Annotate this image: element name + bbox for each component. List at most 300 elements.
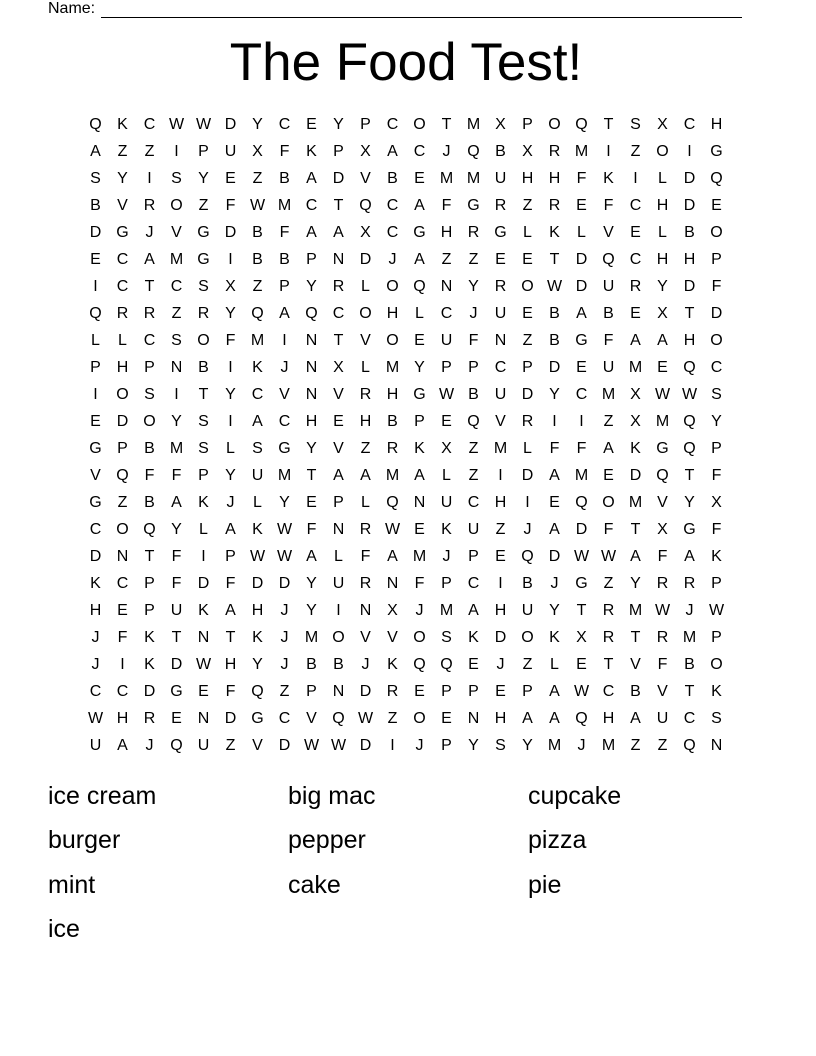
grid-letter[interactable]: L xyxy=(334,548,343,565)
grid-letter[interactable]: N xyxy=(413,494,426,511)
grid-letter[interactable]: R xyxy=(332,278,345,295)
grid-letter[interactable]: W xyxy=(276,548,293,565)
grid-letter[interactable]: Q xyxy=(602,251,615,268)
grid-letter[interactable]: P xyxy=(306,683,317,700)
grid-letter[interactable]: I xyxy=(228,413,233,430)
grid-letter[interactable]: E xyxy=(441,413,452,430)
grid-letter[interactable]: S xyxy=(441,629,452,646)
grid-letter[interactable]: K xyxy=(144,656,155,673)
grid-letter[interactable]: O xyxy=(413,710,426,727)
grid-letter[interactable]: W xyxy=(573,683,590,700)
grid-letter[interactable]: J xyxy=(226,494,235,511)
grid-letter[interactable]: Q xyxy=(116,467,129,484)
grid-letter[interactable]: N xyxy=(197,710,210,727)
grid-letter[interactable]: T xyxy=(684,683,695,700)
grid-letter[interactable]: D xyxy=(89,224,102,241)
grid-letter[interactable]: S xyxy=(198,278,209,295)
grid-letter[interactable]: V xyxy=(252,737,263,754)
grid-letter[interactable]: D xyxy=(575,278,588,295)
grid-letter[interactable]: P xyxy=(441,359,452,376)
grid-letter[interactable]: B xyxy=(333,656,344,673)
grid-letter[interactable]: V xyxy=(657,494,668,511)
grid-letter[interactable]: P xyxy=(333,494,344,511)
grid-letter[interactable]: P xyxy=(333,143,344,160)
grid-letter[interactable]: H xyxy=(224,656,237,673)
grid-letter[interactable]: I xyxy=(633,170,638,187)
grid-letter[interactable]: M xyxy=(169,251,184,268)
grid-letter[interactable]: X xyxy=(711,494,722,511)
grid-letter[interactable]: K xyxy=(387,656,398,673)
grid-letter[interactable]: R xyxy=(548,143,561,160)
grid-letter[interactable]: Y xyxy=(252,656,263,673)
grid-letter[interactable]: C xyxy=(143,332,156,349)
grid-letter[interactable]: I xyxy=(282,332,287,349)
grid-letter[interactable]: B xyxy=(684,224,695,241)
grid-letter[interactable]: A xyxy=(90,143,101,160)
grid-letter[interactable]: F xyxy=(144,467,155,484)
grid-letter[interactable]: M xyxy=(277,197,292,214)
grid-letter[interactable]: G xyxy=(170,683,183,700)
grid-letter[interactable]: Y xyxy=(225,386,236,403)
grid-letter[interactable]: G xyxy=(197,251,210,268)
grid-letter[interactable]: X xyxy=(387,602,398,619)
grid-letter[interactable]: U xyxy=(170,602,183,619)
grid-letter[interactable]: W xyxy=(168,116,185,133)
grid-letter[interactable]: O xyxy=(386,332,399,349)
grid-letter[interactable]: X xyxy=(225,278,236,295)
grid-letter[interactable]: B xyxy=(144,440,155,457)
grid-letter[interactable]: U xyxy=(251,467,264,484)
grid-letter[interactable]: G xyxy=(413,224,426,241)
grid-letter[interactable]: G xyxy=(575,332,588,349)
grid-letter[interactable]: N xyxy=(467,710,480,727)
grid-letter[interactable]: D xyxy=(197,575,210,592)
grid-letter[interactable]: M xyxy=(439,170,454,187)
grid-letter[interactable]: I xyxy=(687,143,692,160)
grid-letter[interactable]: N xyxy=(332,683,345,700)
grid-letter[interactable]: O xyxy=(170,197,183,214)
grid-letter[interactable]: Y xyxy=(279,494,290,511)
grid-letter[interactable]: R xyxy=(143,197,156,214)
grid-letter[interactable]: C xyxy=(575,386,588,403)
grid-letter[interactable]: N xyxy=(305,332,318,349)
grid-letter[interactable]: R xyxy=(521,413,534,430)
grid-letter[interactable]: C xyxy=(440,305,453,322)
grid-letter[interactable]: L xyxy=(361,494,370,511)
grid-letter[interactable]: A xyxy=(252,413,263,430)
grid-letter[interactable]: W xyxy=(249,197,266,214)
grid-letter[interactable]: O xyxy=(143,413,156,430)
grid-letter[interactable]: D xyxy=(548,548,561,565)
grid-letter[interactable]: T xyxy=(333,332,344,349)
grid-letter[interactable]: B xyxy=(252,251,263,268)
grid-letter[interactable]: X xyxy=(360,224,371,241)
grid-letter[interactable]: Q xyxy=(683,413,696,430)
grid-letter[interactable]: A xyxy=(576,305,587,322)
grid-letter[interactable]: D xyxy=(710,305,723,322)
grid-letter[interactable]: M xyxy=(169,440,184,457)
grid-letter[interactable]: G xyxy=(116,224,129,241)
grid-letter[interactable]: L xyxy=(577,224,586,241)
grid-letter[interactable]: L xyxy=(253,494,262,511)
grid-letter[interactable]: F xyxy=(603,521,614,538)
grid-letter[interactable]: A xyxy=(549,683,560,700)
grid-letter[interactable]: S xyxy=(198,440,209,457)
grid-letter[interactable]: T xyxy=(576,602,587,619)
grid-letter[interactable]: Q xyxy=(683,440,696,457)
grid-letter[interactable]: Z xyxy=(657,737,668,754)
grid-letter[interactable]: W xyxy=(438,386,455,403)
grid-letter[interactable]: V xyxy=(360,332,371,349)
grid-letter[interactable]: C xyxy=(332,305,345,322)
grid-letter[interactable]: X xyxy=(252,143,263,160)
grid-letter[interactable]: D xyxy=(683,278,696,295)
grid-letter[interactable]: X xyxy=(657,305,668,322)
grid-letter[interactable]: S xyxy=(252,440,263,457)
grid-letter[interactable]: X xyxy=(495,116,506,133)
grid-letter[interactable]: Q xyxy=(89,116,102,133)
grid-letter[interactable]: U xyxy=(521,602,534,619)
grid-letter[interactable]: V xyxy=(306,710,317,727)
grid-letter[interactable]: P xyxy=(468,359,479,376)
grid-letter[interactable]: H xyxy=(494,602,507,619)
grid-letter[interactable]: M xyxy=(682,629,697,646)
grid-letter[interactable]: J xyxy=(685,602,694,619)
grid-letter[interactable]: O xyxy=(521,629,534,646)
grid-letter[interactable]: Q xyxy=(575,494,588,511)
grid-letter[interactable]: L xyxy=(226,440,235,457)
grid-letter[interactable]: E xyxy=(225,170,236,187)
grid-letter[interactable]: V xyxy=(117,197,128,214)
grid-letter[interactable]: T xyxy=(441,116,452,133)
grid-letter[interactable]: A xyxy=(414,251,425,268)
grid-letter[interactable]: C xyxy=(494,359,507,376)
grid-letter[interactable]: E xyxy=(495,683,506,700)
grid-letter[interactable]: A xyxy=(171,494,182,511)
grid-letter[interactable]: A xyxy=(306,170,317,187)
grid-letter[interactable]: A xyxy=(549,521,560,538)
grid-letter[interactable]: J xyxy=(496,656,505,673)
grid-letter[interactable]: E xyxy=(468,656,479,673)
grid-letter[interactable]: G xyxy=(710,143,723,160)
grid-letter[interactable]: C xyxy=(116,251,129,268)
grid-letter[interactable]: E xyxy=(603,467,614,484)
grid-letter[interactable]: K xyxy=(711,548,722,565)
grid-letter[interactable]: F xyxy=(657,548,668,565)
grid-letter[interactable]: M xyxy=(385,467,400,484)
grid-letter[interactable]: A xyxy=(630,332,641,349)
grid-letter[interactable]: Y xyxy=(117,170,128,187)
grid-letter[interactable]: T xyxy=(333,197,344,214)
grid-letter[interactable]: P xyxy=(441,683,452,700)
grid-letter[interactable]: I xyxy=(498,575,503,592)
grid-letter[interactable]: D xyxy=(170,656,183,673)
grid-letter[interactable]: L xyxy=(658,170,667,187)
grid-letter[interactable]: U xyxy=(602,278,615,295)
grid-letter[interactable]: A xyxy=(549,710,560,727)
grid-letter[interactable]: I xyxy=(336,602,341,619)
grid-letter[interactable]: Y xyxy=(549,602,560,619)
grid-letter[interactable]: L xyxy=(523,440,532,457)
grid-letter[interactable]: T xyxy=(225,629,236,646)
grid-letter[interactable]: K xyxy=(252,359,263,376)
grid-letter[interactable]: R xyxy=(197,305,210,322)
grid-letter[interactable]: W xyxy=(303,737,320,754)
grid-letter[interactable]: U xyxy=(197,737,210,754)
grid-letter[interactable]: D xyxy=(359,737,372,754)
grid-letter[interactable]: E xyxy=(441,710,452,727)
grid-letter[interactable]: B xyxy=(198,359,209,376)
grid-letter[interactable]: C xyxy=(629,251,642,268)
grid-letter[interactable]: D xyxy=(548,359,561,376)
grid-letter[interactable]: H xyxy=(548,170,561,187)
grid-letter[interactable]: P xyxy=(144,602,155,619)
grid-letter[interactable]: M xyxy=(574,143,589,160)
grid-letter[interactable]: Y xyxy=(252,116,263,133)
grid-letter[interactable]: H xyxy=(116,710,129,727)
grid-letter[interactable]: E xyxy=(414,683,425,700)
grid-letter[interactable]: F xyxy=(171,467,182,484)
grid-letter[interactable]: V xyxy=(90,467,101,484)
grid-letter[interactable]: M xyxy=(493,440,508,457)
grid-letter[interactable]: Z xyxy=(117,143,128,160)
grid-letter[interactable]: K xyxy=(144,629,155,646)
grid-letter[interactable]: C xyxy=(683,116,696,133)
grid-letter[interactable]: P xyxy=(306,251,317,268)
grid-letter[interactable]: Y xyxy=(657,278,668,295)
grid-letter[interactable]: J xyxy=(280,359,289,376)
grid-letter[interactable]: X xyxy=(657,521,668,538)
grid-letter[interactable]: R xyxy=(359,386,372,403)
grid-letter[interactable]: I xyxy=(174,143,179,160)
grid-letter[interactable]: Q xyxy=(251,305,264,322)
grid-letter[interactable]: D xyxy=(629,467,642,484)
grid-letter[interactable]: E xyxy=(576,197,587,214)
grid-letter[interactable]: H xyxy=(494,710,507,727)
grid-letter[interactable]: D xyxy=(224,224,237,241)
grid-letter[interactable]: D xyxy=(683,197,696,214)
grid-letter[interactable]: M xyxy=(601,737,616,754)
grid-letter[interactable]: Y xyxy=(306,575,317,592)
grid-letter[interactable]: Z xyxy=(441,251,452,268)
grid-letter[interactable]: C xyxy=(467,575,480,592)
grid-letter[interactable]: K xyxy=(90,575,101,592)
grid-letter[interactable]: B xyxy=(90,197,101,214)
grid-letter[interactable]: G xyxy=(467,197,480,214)
grid-letter[interactable]: S xyxy=(711,386,722,403)
grid-letter[interactable]: H xyxy=(440,224,453,241)
grid-letter[interactable]: C xyxy=(278,413,291,430)
grid-letter[interactable]: J xyxy=(91,656,100,673)
grid-letter[interactable]: N xyxy=(494,332,507,349)
grid-letter[interactable]: I xyxy=(579,413,584,430)
grid-letter[interactable]: O xyxy=(197,332,210,349)
grid-letter[interactable]: C xyxy=(305,197,318,214)
grid-letter[interactable]: A xyxy=(333,224,344,241)
grid-letter[interactable]: H xyxy=(656,197,669,214)
grid-letter[interactable]: B xyxy=(279,251,290,268)
grid-letter[interactable]: A xyxy=(414,197,425,214)
grid-letter[interactable]: A xyxy=(549,467,560,484)
grid-letter[interactable]: B xyxy=(252,224,263,241)
grid-letter[interactable]: P xyxy=(117,440,128,457)
grid-letter[interactable]: H xyxy=(305,413,318,430)
grid-letter[interactable]: B xyxy=(684,656,695,673)
grid-letter[interactable]: F xyxy=(279,224,290,241)
grid-letter[interactable]: W xyxy=(276,521,293,538)
grid-letter[interactable]: U xyxy=(494,305,507,322)
grid-letter[interactable]: Q xyxy=(467,413,480,430)
grid-letter[interactable]: J xyxy=(442,548,451,565)
grid-letter[interactable]: R xyxy=(602,602,615,619)
grid-letter[interactable]: Z xyxy=(117,494,128,511)
grid-letter[interactable]: L xyxy=(199,521,208,538)
grid-letter[interactable]: C xyxy=(683,710,696,727)
grid-letter[interactable]: P xyxy=(198,467,209,484)
grid-letter[interactable]: I xyxy=(498,467,503,484)
grid-letter[interactable]: O xyxy=(116,521,129,538)
grid-letter[interactable]: B xyxy=(144,494,155,511)
grid-letter[interactable]: G xyxy=(683,521,696,538)
grid-letter[interactable]: W xyxy=(87,710,104,727)
grid-letter[interactable]: T xyxy=(630,629,641,646)
grid-letter[interactable]: I xyxy=(120,656,125,673)
grid-letter[interactable]: M xyxy=(250,332,265,349)
grid-letter[interactable]: C xyxy=(116,683,129,700)
grid-letter[interactable]: I xyxy=(525,494,530,511)
grid-letter[interactable]: H xyxy=(251,602,264,619)
grid-letter[interactable]: O xyxy=(602,494,615,511)
grid-letter[interactable]: F xyxy=(657,656,668,673)
grid-letter[interactable]: B xyxy=(549,332,560,349)
grid-letter[interactable]: H xyxy=(494,494,507,511)
grid-letter[interactable]: H xyxy=(710,116,723,133)
grid-letter[interactable]: R xyxy=(494,278,507,295)
grid-letter[interactable]: J xyxy=(415,602,424,619)
grid-letter[interactable]: C xyxy=(386,224,399,241)
grid-letter[interactable]: T xyxy=(144,278,155,295)
grid-letter[interactable]: A xyxy=(522,710,533,727)
grid-letter[interactable]: E xyxy=(306,116,317,133)
grid-letter[interactable]: N xyxy=(440,278,453,295)
grid-letter[interactable]: C xyxy=(278,710,291,727)
grid-letter[interactable]: R xyxy=(656,575,669,592)
grid-letter[interactable]: Q xyxy=(440,656,453,673)
grid-letter[interactable]: S xyxy=(144,386,155,403)
grid-letter[interactable]: O xyxy=(413,116,426,133)
grid-letter[interactable]: F xyxy=(549,440,560,457)
grid-letter[interactable]: F xyxy=(306,521,317,538)
grid-letter[interactable]: U xyxy=(602,359,615,376)
grid-letter[interactable]: H xyxy=(386,386,399,403)
grid-letter[interactable]: E xyxy=(171,710,182,727)
grid-letter[interactable]: E xyxy=(576,359,587,376)
grid-letter[interactable]: Z xyxy=(522,332,533,349)
grid-letter[interactable]: R xyxy=(602,629,615,646)
grid-letter[interactable]: J xyxy=(550,575,559,592)
grid-letter[interactable]: Z xyxy=(468,440,479,457)
grid-letter[interactable]: K xyxy=(252,629,263,646)
grid-letter[interactable]: C xyxy=(89,521,102,538)
grid-letter[interactable]: B xyxy=(279,170,290,187)
grid-letter[interactable]: E xyxy=(414,521,425,538)
grid-letter[interactable]: A xyxy=(684,548,695,565)
grid-letter[interactable]: F xyxy=(225,332,236,349)
grid-letter[interactable]: A xyxy=(387,143,398,160)
grid-letter[interactable]: U xyxy=(494,170,507,187)
grid-letter[interactable]: Q xyxy=(413,656,426,673)
grid-letter[interactable]: R xyxy=(143,305,156,322)
grid-letter[interactable]: C xyxy=(413,143,426,160)
grid-letter[interactable]: L xyxy=(658,224,667,241)
grid-letter[interactable]: Z xyxy=(171,305,182,322)
grid-letter[interactable]: X xyxy=(333,359,344,376)
grid-letter[interactable]: Y xyxy=(711,413,722,430)
grid-letter[interactable]: E xyxy=(306,494,317,511)
grid-letter[interactable]: I xyxy=(606,143,611,160)
grid-letter[interactable]: I xyxy=(147,170,152,187)
grid-letter[interactable]: A xyxy=(117,737,128,754)
grid-letter[interactable]: C xyxy=(602,683,615,700)
grid-letter[interactable]: Q xyxy=(143,521,156,538)
grid-letter[interactable]: E xyxy=(198,683,209,700)
grid-letter[interactable]: K xyxy=(306,143,317,160)
grid-letter[interactable]: P xyxy=(90,359,101,376)
grid-letter[interactable]: G xyxy=(413,386,426,403)
grid-letter[interactable]: F xyxy=(441,197,452,214)
grid-letter[interactable]: F xyxy=(711,521,722,538)
grid-letter[interactable]: Z xyxy=(522,656,533,673)
grid-letter[interactable]: R xyxy=(656,629,669,646)
grid-letter[interactable]: D xyxy=(278,737,291,754)
grid-letter[interactable]: O xyxy=(656,143,669,160)
grid-letter[interactable]: J xyxy=(145,224,154,241)
grid-letter[interactable]: F xyxy=(171,548,182,565)
grid-letter[interactable]: M xyxy=(304,629,319,646)
grid-letter[interactable]: S xyxy=(90,170,101,187)
grid-letter[interactable]: A xyxy=(630,710,641,727)
grid-letter[interactable]: H xyxy=(359,413,372,430)
grid-letter[interactable]: Y xyxy=(306,440,317,457)
grid-letter[interactable]: T xyxy=(630,521,641,538)
grid-letter[interactable]: Z xyxy=(198,197,209,214)
grid-letter[interactable]: B xyxy=(603,305,614,322)
grid-letter[interactable]: W xyxy=(654,386,671,403)
grid-letter[interactable]: V xyxy=(171,224,182,241)
grid-letter[interactable]: D xyxy=(89,548,102,565)
grid-letter[interactable]: C xyxy=(467,494,480,511)
grid-letter[interactable]: I xyxy=(228,251,233,268)
grid-letter[interactable]: P xyxy=(441,575,452,592)
grid-letter[interactable]: S xyxy=(711,710,722,727)
grid-letter[interactable]: F xyxy=(711,278,722,295)
grid-letter[interactable]: A xyxy=(225,602,236,619)
grid-letter[interactable]: G xyxy=(278,440,291,457)
grid-letter[interactable]: N xyxy=(359,602,372,619)
grid-letter[interactable]: K xyxy=(414,440,425,457)
grid-letter[interactable]: X xyxy=(630,386,641,403)
grid-letter[interactable]: O xyxy=(332,629,345,646)
grid-letter[interactable]: Q xyxy=(683,737,696,754)
grid-letter[interactable]: L xyxy=(415,305,424,322)
grid-letter[interactable]: P xyxy=(711,251,722,268)
grid-letter[interactable]: G xyxy=(575,575,588,592)
grid-letter[interactable]: C xyxy=(251,386,264,403)
grid-letter[interactable]: T xyxy=(603,656,614,673)
grid-letter[interactable]: W xyxy=(384,521,401,538)
grid-letter[interactable]: W xyxy=(600,548,617,565)
grid-letter[interactable]: P xyxy=(144,359,155,376)
